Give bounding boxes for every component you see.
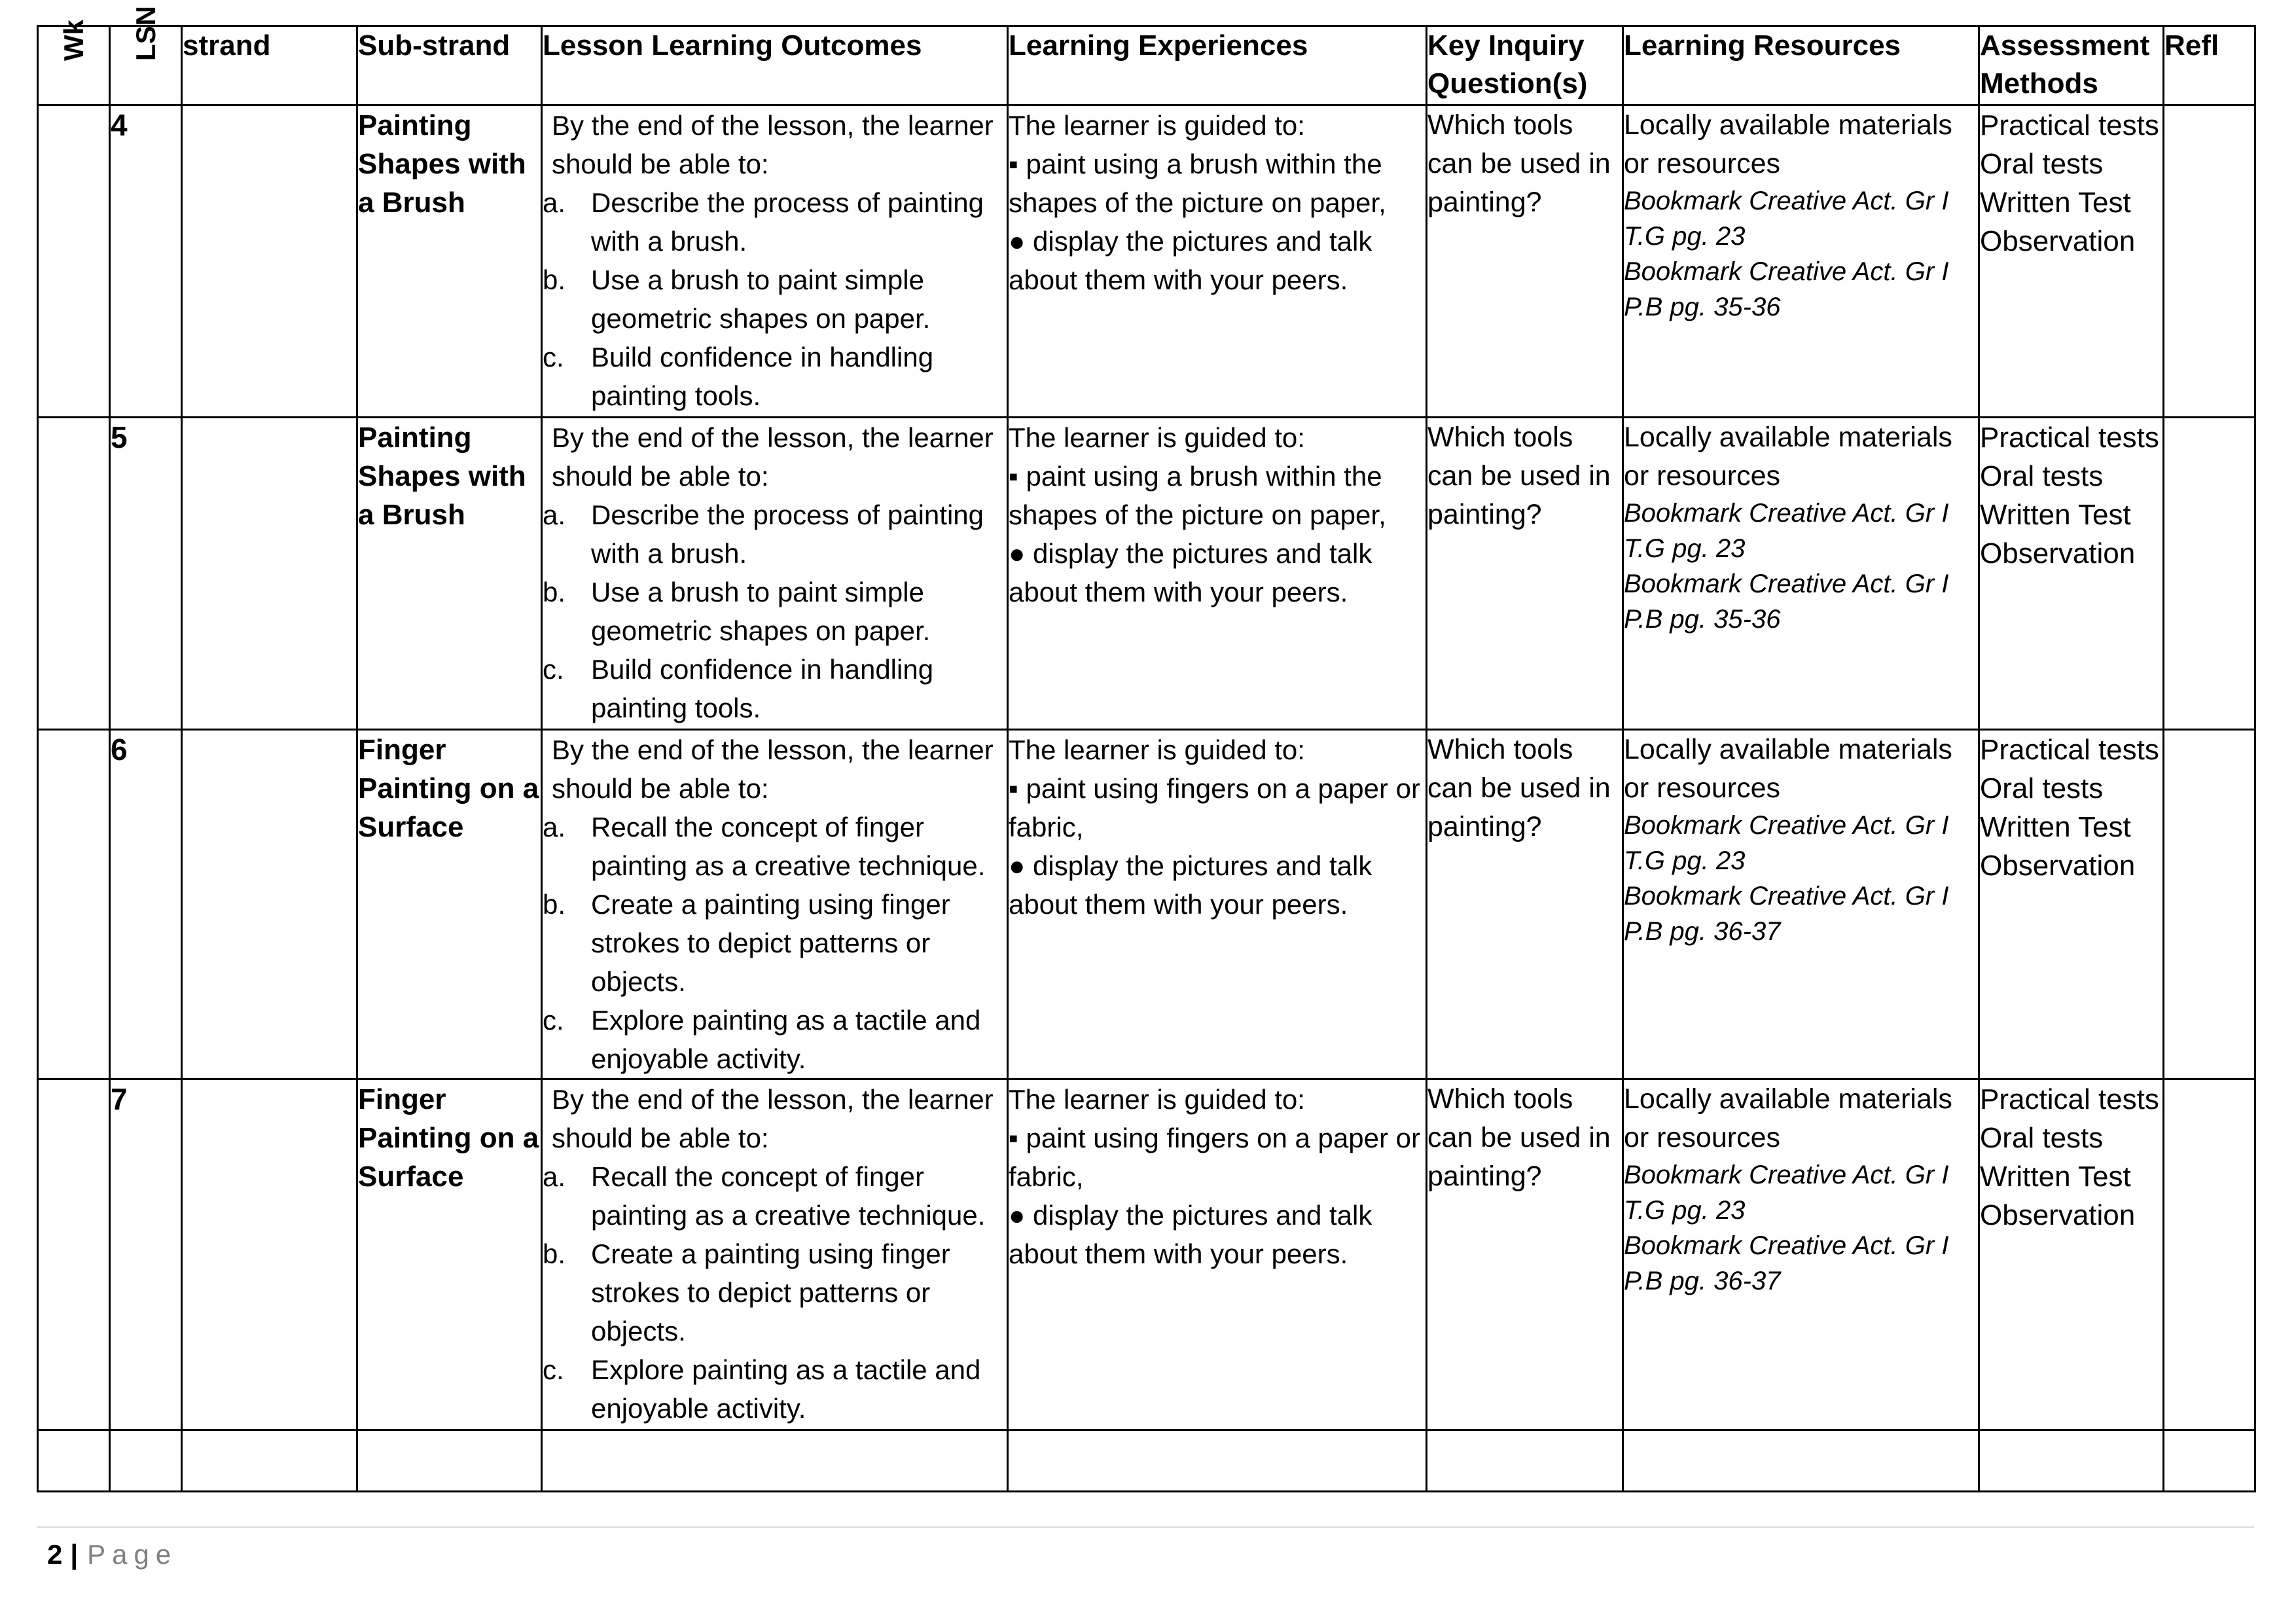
header-experiences: Learning Experiences [1008,26,1427,105]
assessment-method: Written Test [1980,811,2131,843]
outcome-item: c. Build confidence in handling painting tools. [543,654,934,723]
page-footer [47,1538,177,1571]
inquiry-cell: Which tools can be used in painting? [1427,1079,1623,1430]
page-number: 2 [47,1539,63,1570]
resources-cell [1623,730,1979,1079]
header-resources: Learning Resources [1623,26,1979,105]
resources-text: Locally available materials or resources [1624,734,1952,804]
week-cell [38,105,110,418]
inquiry-cell: Which tools can be used in painting? [1427,730,1623,1079]
assessment-method: Oral tests [1980,148,2104,180]
resources-text: Locally available materials or resources [1624,109,1952,179]
substrand-cell: Finger Painting on a Surface [357,730,542,1079]
experiences-intro: The learner is guided to: [1009,422,1305,453]
week-cell [38,730,110,1079]
assessment-method: Practical tests [1980,422,2159,454]
outcomes-intro: By the end of the lesson, the learner should be able to: [552,734,994,804]
experience-item: ▪ paint using fingers on a paper or fabric, [1009,1123,1420,1192]
lesson-number: 4 [110,105,182,418]
outcome-item: a. Recall the concept of finger painting as a creative technique. [543,812,986,881]
outcome-item: b. Use a brush to paint simple geometric shapes on paper. [543,264,931,334]
assessment-cell [1979,105,2164,418]
experiences-cell [1008,1079,1427,1430]
assessment-method: Observation [1980,537,2136,569]
assessment-method: Oral tests [1980,460,2104,492]
reflection-cell [2164,730,2255,1079]
outcome-item: c. Explore painting as a tactile and enjoyable activity. [543,1354,981,1424]
resource-reference: Bookmark Creative Act. Gr I P.B pg. 36-37 [1624,1231,1949,1295]
resource-reference: Bookmark Creative Act. Gr I T.G pg. 23 [1624,1161,1949,1225]
header-row [38,26,2255,105]
footer-separator: | [70,1539,79,1570]
experience-item: ● display the pictures and talk about them with your peers. [1009,226,1372,295]
resources-cell [1623,105,1979,418]
header-assessment: Assessment Methods [1979,26,2164,105]
lesson-row [38,105,2255,418]
resource-reference: Bookmark Creative Act. Gr I P.B pg. 36-37 [1624,882,1949,946]
lesson-number: 7 [110,1079,182,1430]
assessment-method: Oral tests [1980,1122,2104,1154]
outcome-item: c. Explore painting as a tactile and enjoyable activity. [543,1005,981,1074]
experiences-intro: The learner is guided to: [1009,1084,1305,1115]
outcome-item: a. Describe the process of painting with a brush. [543,499,984,569]
experiences-cell [1008,418,1427,730]
assessment-method: Written Test [1980,499,2131,531]
experience-item: ● display the pictures and talk about them with your peers. [1009,538,1372,607]
header-wk: Wk [38,26,110,105]
assessment-method: Observation [1980,1199,2136,1231]
lesson-number: 5 [110,418,182,730]
resources-text: Locally available materials or resources [1624,422,1952,492]
lesson-row [38,418,2255,730]
header-lsn: LSN [110,26,182,105]
reflection-cell [2164,418,2255,730]
resource-reference: Bookmark Creative Act. Gr I T.G pg. 23 [1624,811,1949,875]
header-strand: strand [182,26,357,105]
empty-row [38,1430,2255,1492]
header-inquiry: Key Inquiry Question(s) [1427,26,1623,105]
inquiry-cell: Which tools can be used in painting? [1427,105,1623,418]
inquiry-cell: Which tools can be used in painting? [1427,418,1623,730]
experience-item: ● display the pictures and talk about them with your peers. [1009,850,1372,920]
outcomes-cell [542,1079,1008,1430]
resources-cell [1623,1079,1979,1430]
assessment-method: Observation [1980,225,2136,257]
experience-item: ● display the pictures and talk about them with your peers. [1009,1200,1372,1269]
experience-item: ▪ paint using fingers on a paper or fabric, [1009,773,1420,842]
resources-cell [1623,418,1979,730]
resources-text: Locally available materials or resources [1624,1083,1952,1153]
header-reflection: Refl [2164,26,2255,105]
experience-item: ▪ paint using a brush within the shapes of the picture on paper, [1009,461,1386,530]
experiences-cell [1008,105,1427,418]
experiences-intro: The learner is guided to: [1009,110,1305,141]
assessment-method: Oral tests [1980,772,2104,804]
week-cell [38,418,110,730]
experiences-cell [1008,730,1427,1079]
reflection-cell [2164,105,2255,418]
assessment-cell [1979,418,2164,730]
scheme-of-work-table [37,6,2256,1492]
header-substrand: Sub-strand [357,26,542,105]
lesson-row [38,730,2255,1079]
outcomes-cell [542,105,1008,418]
substrand-cell: Painting Shapes with a Brush [357,418,542,730]
outcome-item: b. Create a painting using finger strokes to depict patterns or objects. [543,889,950,997]
outcomes-cell [542,730,1008,1079]
header-outcomes: Lesson Learning Outcomes [542,26,1008,105]
outcomes-intro: By the end of the lesson, the learner should be able to: [552,422,994,492]
reflection-cell [2164,1079,2255,1430]
resource-reference: Bookmark Creative Act. Gr I P.B pg. 35-36 [1624,569,1949,634]
assessment-cell [1979,730,2164,1079]
assessment-method: Written Test [1980,1161,2131,1193]
experience-item: ▪ paint using a brush within the shapes of the picture on paper, [1009,149,1386,218]
substrand-cell: Finger Painting on a Surface [357,1079,542,1430]
assessment-method: Written Test [1980,187,2131,219]
strand-cell [182,1079,357,1430]
strand-cell [182,730,357,1079]
strand-cell [182,418,357,730]
substrand-cell: Painting Shapes with a Brush [357,105,542,418]
experiences-intro: The learner is guided to: [1009,734,1305,765]
outcomes-intro: By the end of the lesson, the learner should be able to: [552,110,994,179]
outcomes-cell [542,418,1008,730]
lesson-number: 6 [110,730,182,1079]
resource-reference: Bookmark Creative Act. Gr I T.G pg. 23 [1624,187,1949,251]
assessment-method: Practical tests [1980,109,2159,141]
resource-reference: Bookmark Creative Act. Gr I T.G pg. 23 [1624,499,1949,563]
strand-cell [182,105,357,418]
outcome-item: a. Describe the process of painting with a brush. [543,187,984,257]
week-cell [38,1079,110,1430]
outcome-item: a. Recall the concept of finger painting as a creative technique. [543,1161,986,1231]
lesson-row [38,1079,2255,1430]
outcome-item: c. Build confidence in handling painting tools. [543,342,934,411]
assessment-cell [1979,1079,2164,1430]
assessment-method: Observation [1980,850,2136,882]
footer-divider [37,1526,2254,1528]
outcome-item: b. Use a brush to paint simple geometric shapes on paper. [543,577,931,646]
outcome-item: b. Create a painting using finger strokes to depict patterns or objects. [543,1238,950,1346]
assessment-method: Practical tests [1980,734,2159,766]
assessment-method: Practical tests [1980,1083,2159,1115]
page-word: Page [87,1539,178,1570]
resource-reference: Bookmark Creative Act. Gr I P.B pg. 35-36 [1624,257,1949,321]
outcomes-intro: By the end of the lesson, the learner should be able to: [552,1084,994,1153]
